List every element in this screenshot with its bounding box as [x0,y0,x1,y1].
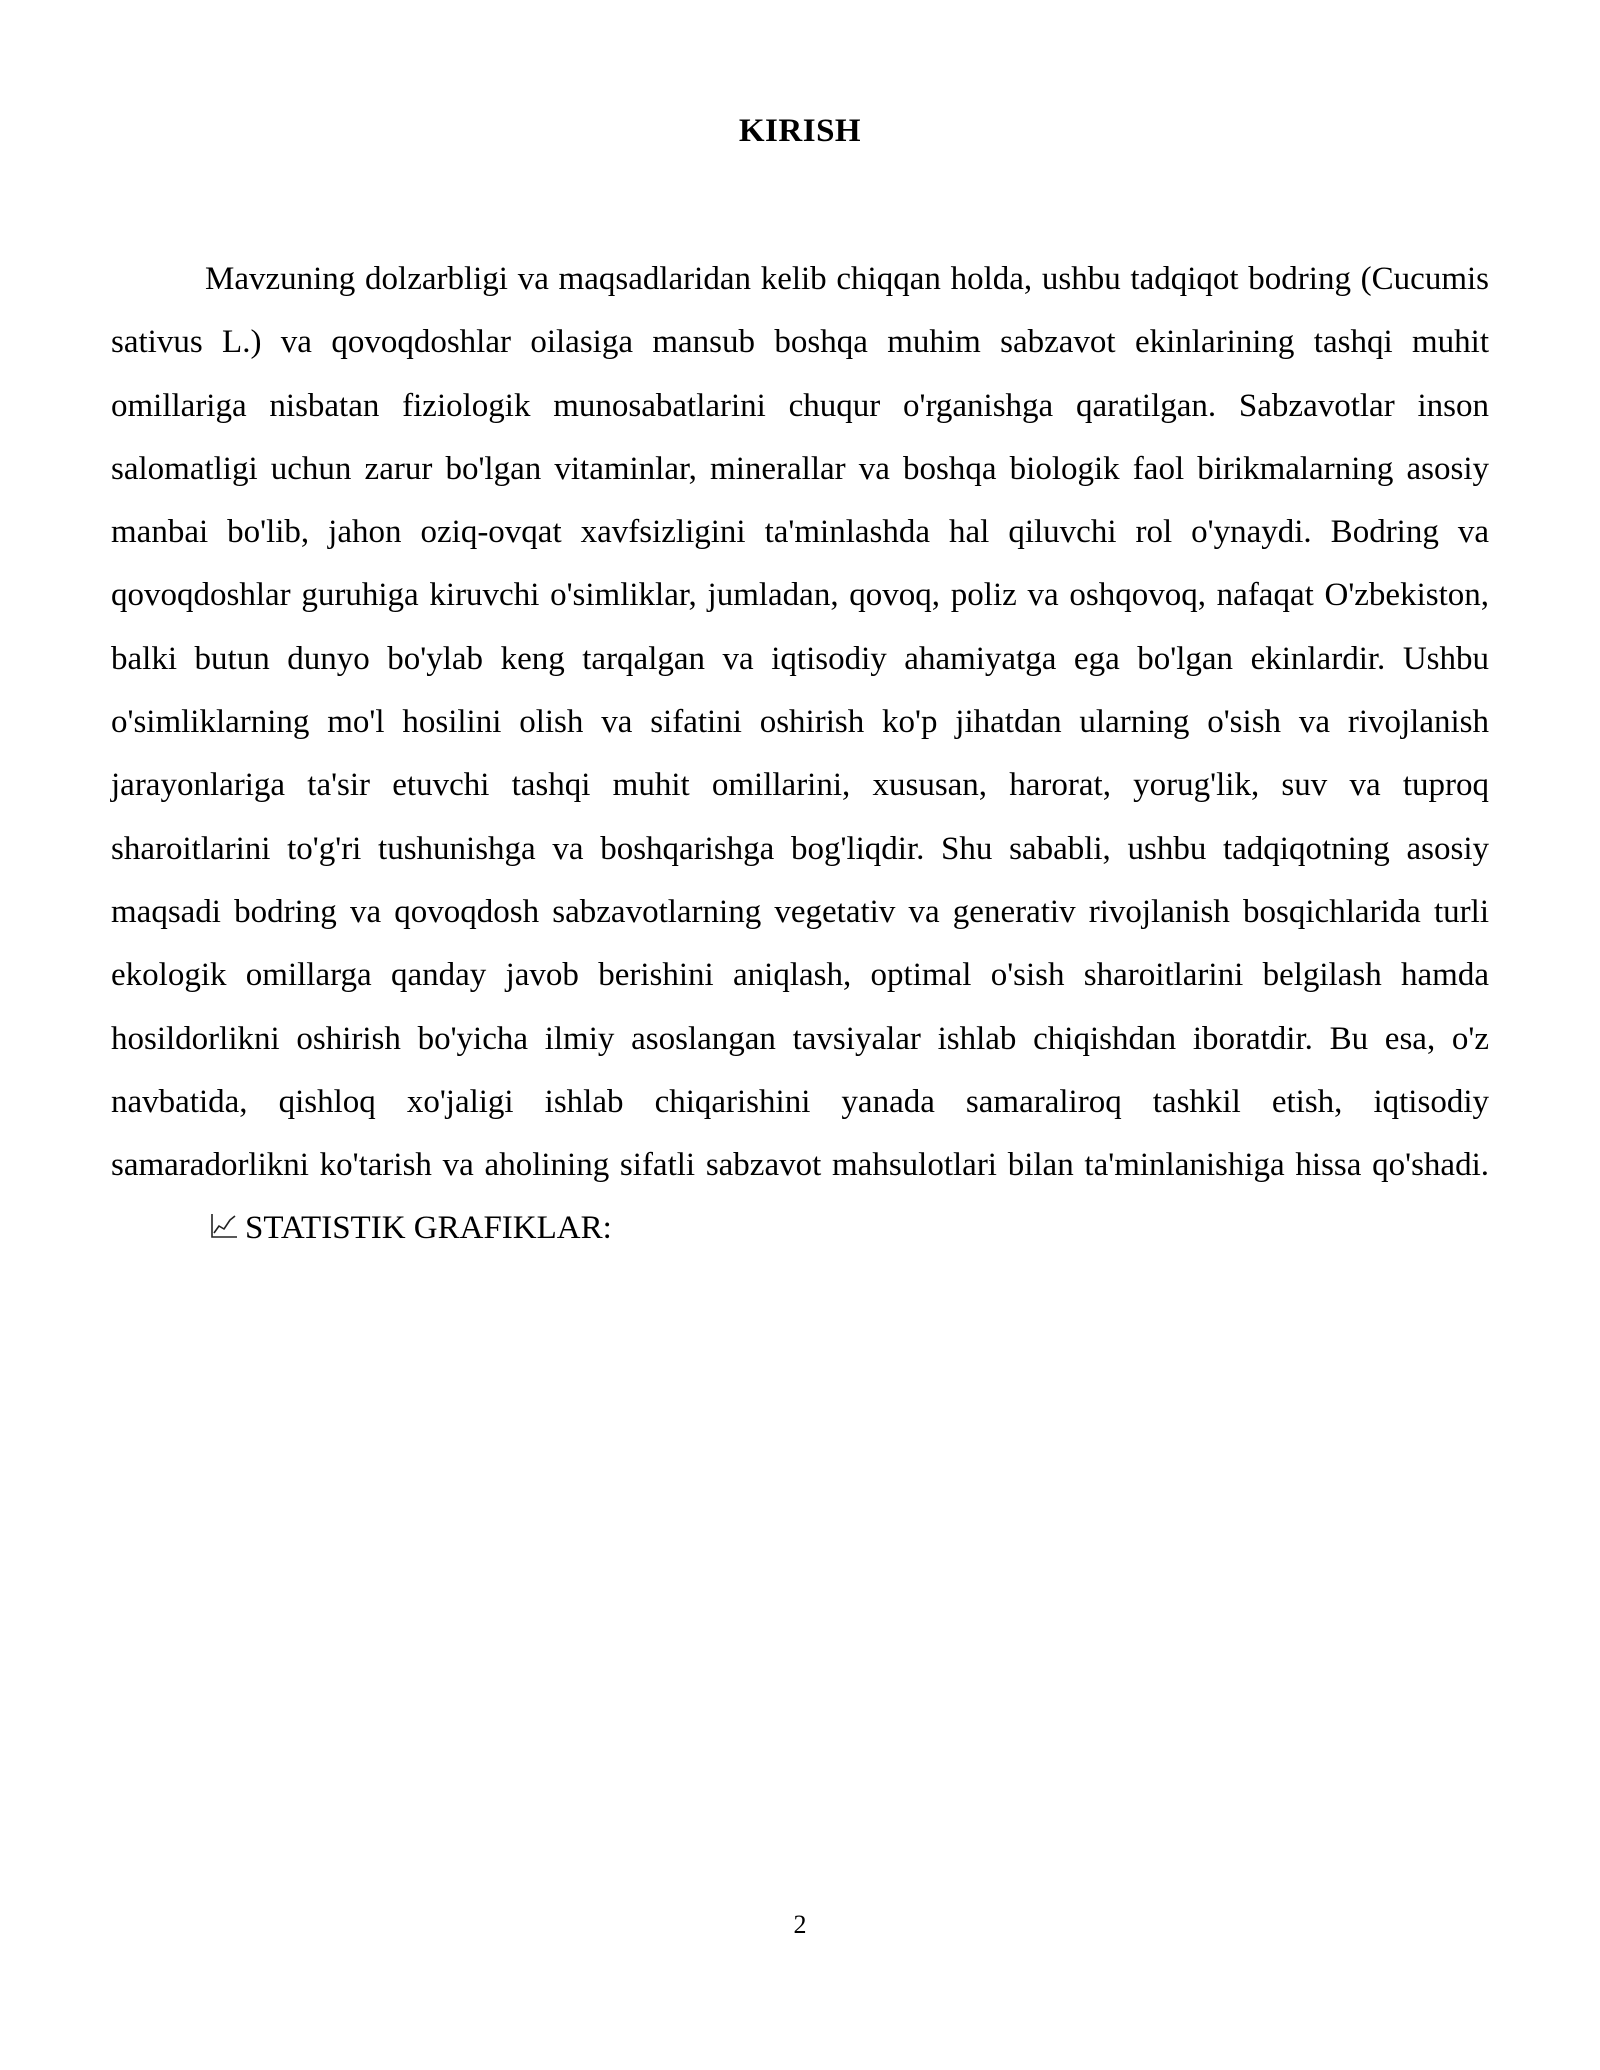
intro-paragraph [111,248,1489,1263]
paragraph-text: Mavzuning dolzarbligi va maqsadlaridan kelib chiqqan holda, ushbu tadqiqot bodring (Cucumis sativus L.) va qovoqdoshlar oilasiga mansub boshqa muhim sabzavot ekinlarining tashqi muhit omillariga nisbatan fiziologik munosabatlarini chuqur o'rganishga qaratilgan. Sabzavotlar inson salomatligi uchun zarur bo'lgan vitaminlar, minerallar va boshqa biologik faol birikmalarning asosiy manbai bo'lib, jahon oziq-ovqat xavfsizligini ta'minlashda hal qiluvchi rol o'ynaydi. Bodring va qovoqdoshlar guruhiga kiruvchi o'simliklar, jumladan, qovoq, poliz va oshqovoq, nafaqat O'zbekiston, balki butun dunyo bo'ylab keng tarqalgan va iqtisodiy ahamiyatga ega bo'lgan ekinlardir. Ushbu o'simliklarning mo'l hosilini olish va sifatini oshirish ko'p jihatdan ularning o'sish va rivojlanish jarayonlariga ta'sir etuvchi tashqi muhit omillarini, xususan, harorat, yorug'lik, suv va tuproq sharoitlarini to'g'ri tushunishga va boshqarishga bog'liqdir. Shu sababli, ushbu tadqiqotning asosiy maqsadi bodring va qovoqdosh sabzavotlarning vegetativ va generativ rivojlanish bosqichlarida turli ekologik omillarga qanday javob berishini aniqlash, optimal o'sish sharoitlarini belgilash hamda hosildorlikni oshirish bo'yicha ilmiy asoslangan tavsiyalar ishlab chiqishdan iboratdir. Bu esa, o'z navbatida, qishloq xo'jaligi ishlab chiqarishini yanada samaraliroq tashkil etish, iqtisodiy samaradorlikni ko'tarish va aholining sifatli sabzavot mahsulotlari bilan ta'minlanishiga hissa qo'shadi. [111,261,1489,1184]
page-title: KIRISH [738,113,862,149]
statistics-heading: STATISTIK GRAFIKLAR: [245,1210,612,1247]
chart-increasing-icon [115,1199,239,1262]
page-number: 2 [793,1910,807,1939]
